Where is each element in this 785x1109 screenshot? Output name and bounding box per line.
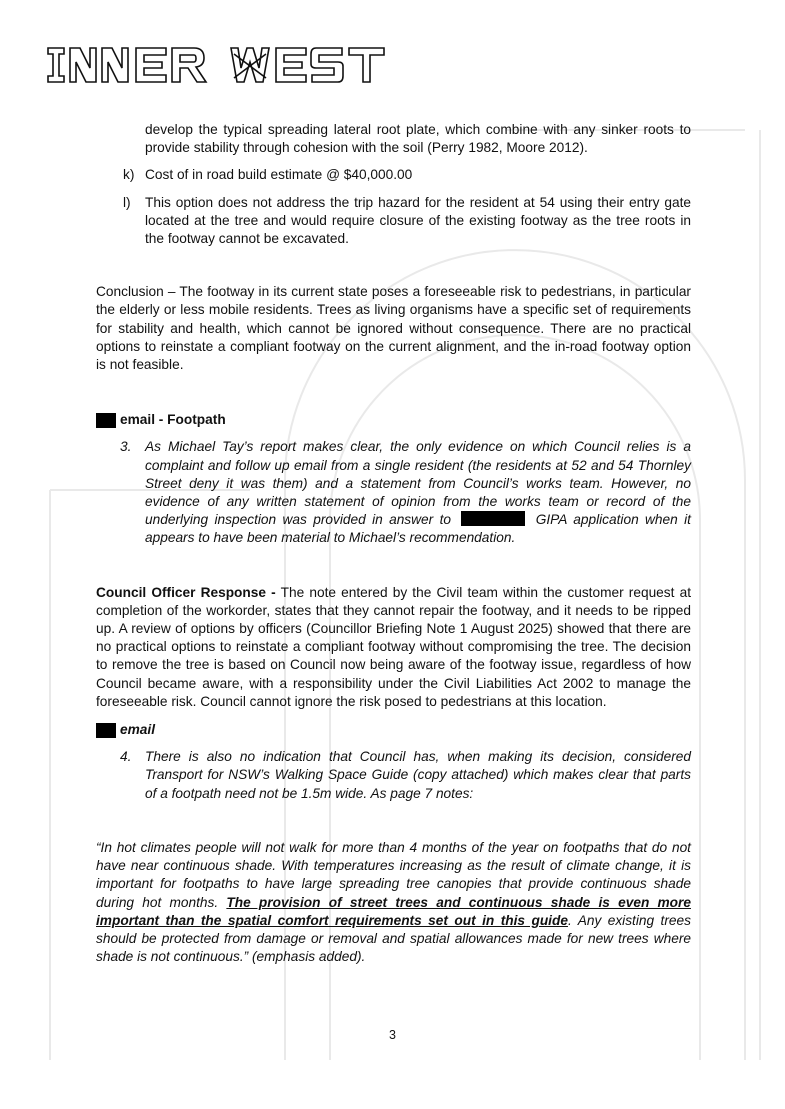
conclusion-paragraph: Conclusion – The footway in its current state poses a foreseeable risk to pedestrians, in particular the elderly or less mobile residents. Trees as living organisms have a specific set of requirements for stability and health, which cannot be ignored without consequence. There are no practical options to reinstate a compliant footway on the current alignment, and the in-road footway option is not feasible. bbox=[96, 284, 691, 373]
item-text: There is also no indication that Council has, when making its decision, considered Transport for NSW’s Walking Space Guide (copy attached) which makes clear that parts of a footpath need not be 1.5m wide. As page 7 notes: bbox=[145, 749, 691, 801]
redaction-box bbox=[96, 723, 116, 738]
redaction-box bbox=[96, 413, 116, 428]
list-item-text: Cost of in road build estimate @ $40,000.00 bbox=[145, 167, 413, 183]
list-item-root-plate bbox=[96, 121, 691, 157]
item-text-part2: GIPA application when it appears to have been material to Michael’s recommendation. bbox=[145, 512, 691, 546]
quote-text-part2: . Any existing trees should be protected from damage or removal and spatial allowances made for new trees where shade is not continuous.” (emphasis added). bbox=[96, 912, 691, 965]
section-heading-email-footpath bbox=[96, 411, 691, 429]
list-item-label: l) bbox=[123, 194, 131, 210]
response-text: The note entered by the Civil team within the customer request at completion of the workorder, states that they cannot repair the footway, and it needs to be ripped up. A review of options by officers (Councillor Briefing Note 1 August 2025) showed that there are no practical options to reinstate a compliant footway without compromising the tree. The decision to remove the tree is based on Council now being aware of the footway issue, regardless of how Council became aware, with a responsibility under the Civil Liabilities Act 2002 to manage the foreseeable risk. Council cannot ignore the risk posed to pedestrians at this location. bbox=[96, 584, 692, 709]
redaction-box bbox=[461, 511, 525, 526]
numbered-item-4 bbox=[96, 748, 691, 803]
section-heading-email bbox=[96, 721, 691, 739]
item-text-part1: As Michael Tay’s report makes clear, the only evidence on which Council relies is a complaint and follow up email from a single resident (the residents at 52 and 54 Thornley Street deny it was them) and a statement from Council’s works team. However, no evidence of any written statement of opinion from the works team or record of the underlying inspection was provided in answer to bbox=[145, 439, 691, 528]
quote-text-part1: “In hot climates people will not walk for more than 4 months of the year on footpaths that do not have near continuous shade. With temperatures increasing as the result of climate change, it is important for footpaths to have large spreading tree canopies that provide continuous shade during hot months. bbox=[96, 839, 691, 910]
page-body bbox=[96, 121, 691, 966]
section-heading-text: email - Footpath bbox=[120, 412, 226, 428]
list-item-label: k) bbox=[123, 167, 135, 183]
response-label: Council Officer Response - bbox=[96, 584, 276, 600]
item-number: 4. bbox=[120, 749, 132, 765]
list-item-l bbox=[96, 194, 691, 249]
item-number: 3. bbox=[120, 439, 132, 455]
council-officer-response bbox=[96, 584, 691, 711]
quote-emphasis: The provision of street trees and continuous shade is even more important than the spatial comfort requirements set out in this guide bbox=[96, 894, 691, 928]
list-item-text: develop the typical spreading lateral root plate, which combine with any sinker roots to provide stability through cohesion with the soil (Perry 1982, Moore 2012). bbox=[145, 122, 691, 156]
page-number: 3 bbox=[389, 1028, 396, 1042]
list-item-text: This option does not address the trip hazard for the resident at 54 using their entry gate located at the tree and would require closure of the existing footway as the tree roots in the footway cannot be excavated. bbox=[145, 194, 691, 247]
list-item-k bbox=[96, 166, 691, 184]
numbered-item-3 bbox=[96, 438, 691, 547]
inner-west-logo bbox=[46, 44, 388, 86]
walking-space-guide-quote bbox=[96, 839, 691, 966]
section-heading-text: email bbox=[120, 722, 156, 738]
